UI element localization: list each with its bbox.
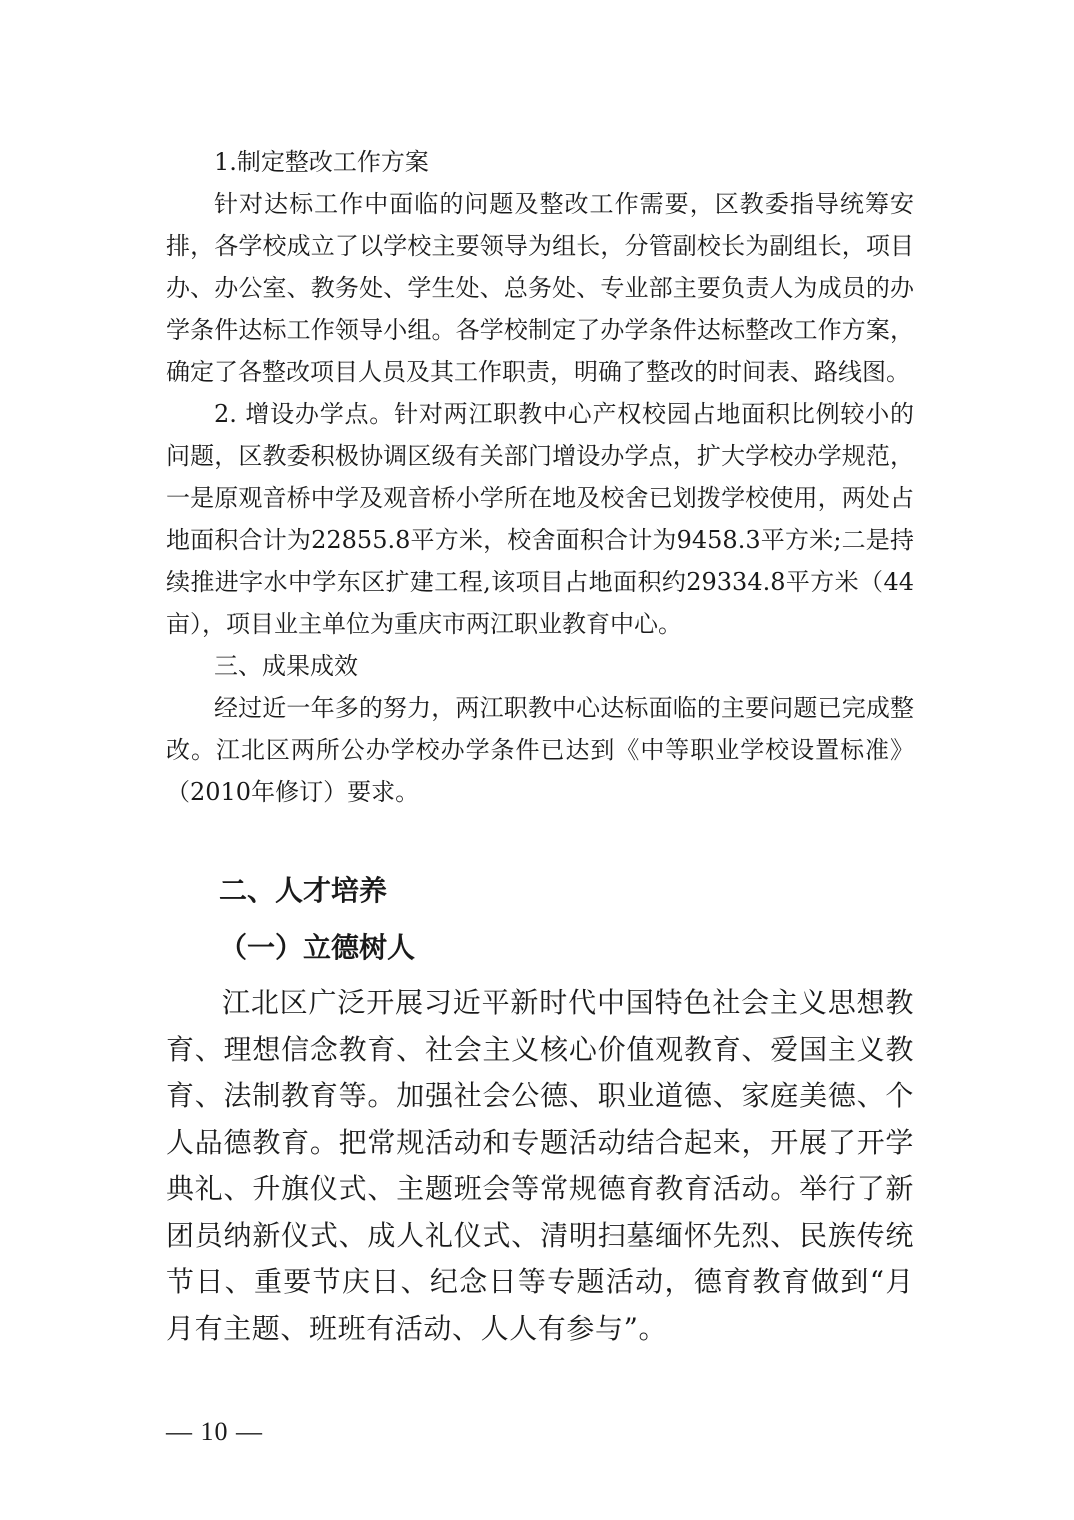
heading-results: 三、成果成效 — [214, 652, 358, 680]
subheading-rectification-plan: 1.制定整改工作方案 — [214, 148, 429, 176]
heading-talent-cultivation: 二、人才培养 — [219, 874, 388, 907]
page-number: — 10 — — [166, 1417, 263, 1446]
section-moral-education — [166, 980, 914, 1352]
paragraph-new-campus: 2. 增设办学点。针对两江职教中心产权校园占地面积比例较小的问题，区教委积极协调区级有关部门增设办学点，扩大学校办学规范，一是原观音桥中学及观音桥小学所在地及校舍已划拨学校使用，两处占地面积合计为22855.8平方米，校舍面积合计为9458.3平方米;二是持续推进字水中学东区扩建工程,该项目占地面积约29334.8平方米（44亩），项目业主单位为重庆市两江职业教育中心。 — [166, 400, 914, 638]
paragraph-rectification-plan: 针对达标工作中面临的问题及整改工作需要，区教委指导统筹安排，各学校成立了以学校主要领导为组长，分管副校长为副组长，项目办、办公室、教务处、学生处、总务处、专业部主要负责人为成员的办学条件达标工作领导小组。各学校制定了办学条件达标整改工作方案，确定了各整改项目人员及其工作职责，明确了整改的时间表、路线图。 — [166, 190, 914, 386]
paragraph-moral-education: 江北区广泛开展习近平新时代中国特色社会主义思想教育、理想信念教育、社会主义核心价值观教育、爱国主义教育、法制教育等。加强社会公德、职业道德、家庭美德、个人品德教育。把常规活动和专题活动结合起来，开展了开学典礼、升旗仪式、主题班会等常规德育教育活动。举行了新团员纳新仪式、成人礼仪式、清明扫墓缅怀先烈、民族传统节日、重要节庆日、纪念日等专题活动，德育教育做到“月月有主题、班班有活动、人人有参与”。 — [166, 986, 914, 1345]
section-rectification — [166, 141, 914, 813]
heading-moral-education: （一）立德树人 — [219, 931, 416, 964]
paragraph-results: 经过近一年多的努力，两江职教中心达标面临的主要问题已完成整改。江北区两所公办学校办学条件已达到《中等职业学校设置标准》（2010年修订）要求。 — [166, 694, 914, 806]
